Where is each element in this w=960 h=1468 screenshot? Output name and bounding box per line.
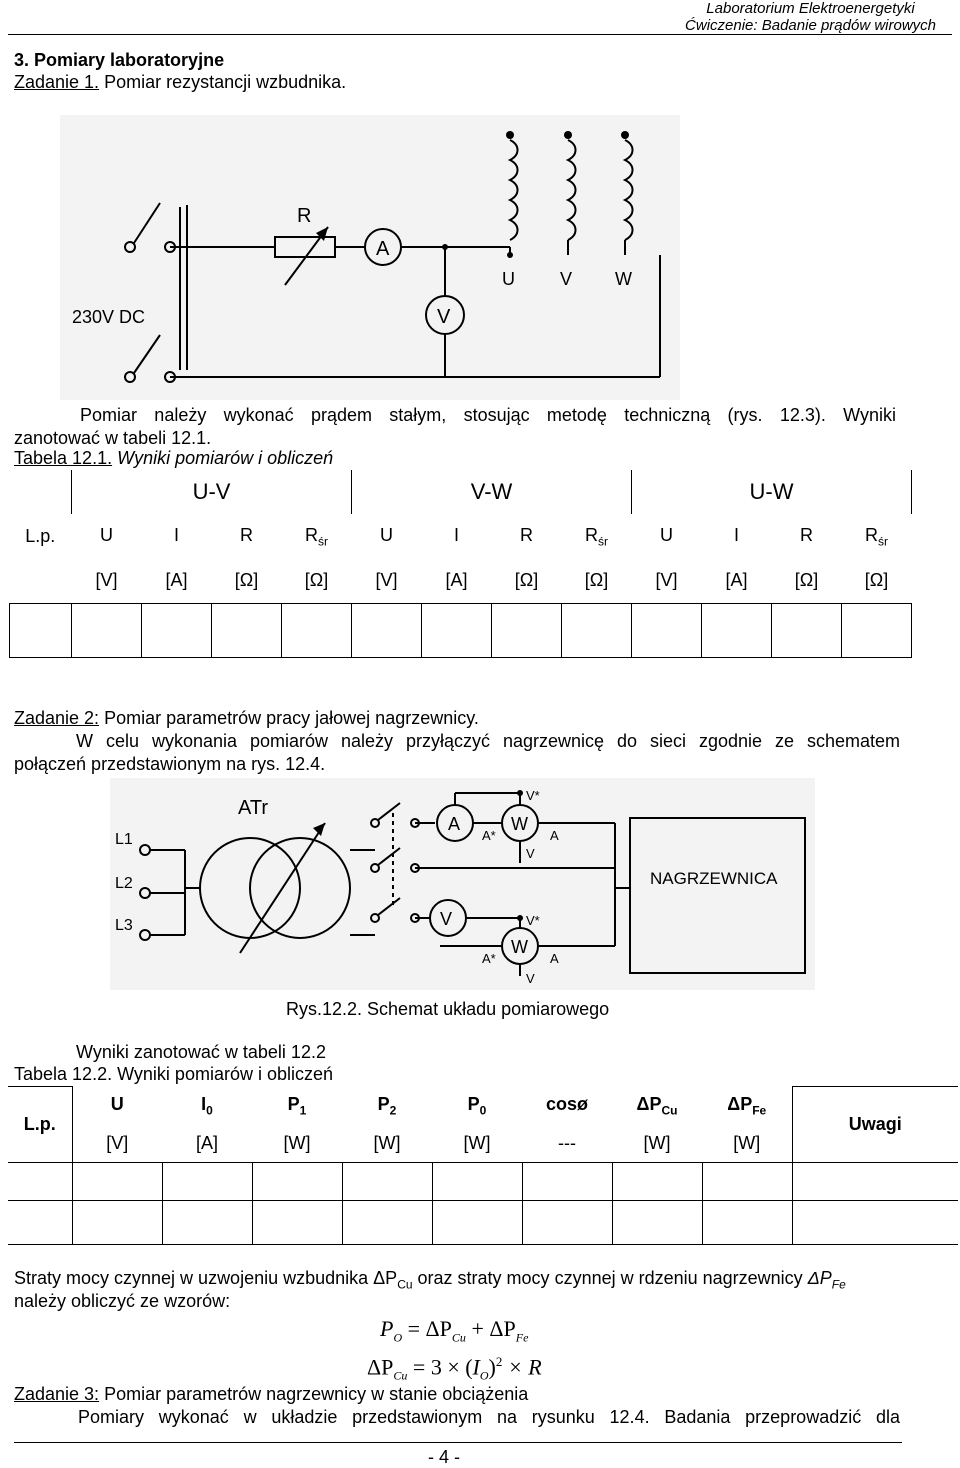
task3-line1: Pomiary wykonać w układzie przedstawionym na rysunku 12.4. Badania przeprowadzić dla [78, 1407, 900, 1427]
table1-col-u1: U [100, 524, 113, 545]
table2-unit: --- [558, 1132, 576, 1153]
table1-caption-prefix: Tabela 12.1. [14, 448, 113, 468]
table2-caption-prefix: Tabela 12.2. [14, 1064, 113, 1084]
table1-col-r3: R [800, 524, 814, 545]
fig2-v-top: V [526, 846, 535, 861]
table1-caption-text: Wyniki pomiarów i obliczeń [117, 448, 334, 468]
task2-title: Pomiar parametrów pracy jałowej nagrzewnicy. [104, 708, 479, 728]
fig2-v-bottom: V [526, 971, 535, 986]
table2-col-p2: $P_2$ [377, 1093, 397, 1118]
table2-col-cos: cosø [545, 1093, 588, 1114]
task2-line1: W celu wykonania pomiarów należy przyłączyć nagrzewnicę do sieci zgodnie ze schematem [76, 731, 900, 751]
table1-unit: [V] [95, 570, 118, 591]
fig2-astar-top: A* [482, 828, 496, 843]
table2-unit: [W] [373, 1132, 401, 1153]
formula-po: $P_O = \Delta P_{Cu} + \Delta P_{Fe}$ [380, 1316, 529, 1345]
fig1-terminal-w: W [615, 269, 632, 289]
header-line-1: Laboratorium Elektroenergetyki [706, 0, 915, 17]
table1-group-uv: U-V [72, 470, 352, 514]
losses-text-b: oraz straty mocy czynnej w rdzeniu nagrzewnicy [412, 1268, 808, 1288]
task3-label: Zadanie 3: [14, 1384, 100, 1404]
fig2-wattmeter-bottom: W [511, 937, 528, 957]
fig1-source-label: 230V DC [72, 307, 146, 327]
table1-col-u2: U [380, 524, 394, 545]
table1-col-rsr3: $R_{śr}$ [865, 524, 889, 549]
page-header [685, 0, 936, 34]
losses-text-a: Straty mocy czynnej w uzwojeniu wzbudnika [14, 1268, 374, 1288]
table1-caption [14, 447, 333, 469]
table1-group-uw: U-W [632, 470, 912, 514]
table1-unit: [V] [375, 570, 398, 591]
para1-line2: zanotować w tabeli 12.1. [14, 428, 212, 448]
fig2-a-bottom: A [550, 951, 559, 966]
fig2-l1: L1 [115, 831, 133, 848]
figure-2-caption: Rys.12.2. Schemat układu pomiarowego [286, 999, 610, 1019]
table1-unit: [V] [655, 570, 678, 591]
fig1-label-r: R [297, 205, 312, 227]
fig2-atr: ATr [238, 797, 268, 819]
losses-line2: należy obliczyć ze wzorów: [14, 1291, 231, 1311]
table1-unit: [A] [165, 570, 188, 591]
para1-line1: Pomiar należy wykonać prądem stałym, stosując metodę techniczną (rys. 12.3). Wyniki [80, 405, 896, 425]
fig2-heater-label: NAGRZEWNICA [650, 869, 778, 888]
table2-col-i0: $I_0$ [201, 1093, 213, 1118]
fig2-wattmeter-top: W [511, 814, 528, 834]
task2-line2: połączeń przedstawionym na rys. 12.4. [14, 754, 326, 774]
dpcu-symbol: ΔP [373, 1268, 398, 1288]
table1-col-i1: I [173, 524, 179, 545]
dpfe-sub: Fe [831, 1277, 846, 1292]
table1-col-i3: I [734, 524, 740, 545]
table1-unit: [Ω] [514, 570, 539, 591]
fig1-label-a: A [376, 238, 390, 260]
table1-col-rsr1: $R_{śr}$ [305, 524, 328, 549]
footer-rule [14, 1442, 902, 1443]
table1-unit: [A] [445, 570, 468, 591]
table1-unit: [A] [725, 570, 748, 591]
table1-unit: [Ω] [304, 570, 329, 591]
table1-col-i2: I [454, 524, 460, 545]
task1-text: Pomiar rezystancji wzbudnika. [104, 72, 347, 92]
table-12-2 [8, 1086, 958, 1245]
fig1-terminal-v: V [560, 269, 573, 289]
fig2-l2: L2 [115, 875, 133, 892]
table1-col-r2: R [520, 524, 534, 545]
table2-unit: [W] [733, 1132, 761, 1153]
task2-heading [14, 707, 479, 729]
section-title: 3. Pomiary laboratoryjne [14, 50, 225, 70]
fig2-l3: L3 [115, 917, 133, 934]
task1-label: Zadanie 1. [14, 72, 100, 92]
table1-unit: [Ω] [794, 570, 819, 591]
figure-1-circuit [60, 115, 680, 400]
table2-lp: L.p. [8, 1087, 72, 1163]
table1-group-vw: V-W [352, 470, 632, 514]
table2-caption-text: Wyniki pomiarów i obliczeń [117, 1064, 334, 1084]
page-number: - 4 - [428, 1447, 461, 1467]
header-line-2: Ćwiczenie: Badanie prądów wirowych [685, 17, 936, 34]
fig2-a-top: A [550, 828, 559, 843]
table1-col-r1: R [240, 524, 253, 545]
table2-data-row [8, 1201, 958, 1245]
fig2-astar-bottom: A* [482, 951, 496, 966]
table2-note: Wyniki zanotować w tabeli 12.2 [76, 1042, 326, 1062]
table1-data-row [10, 603, 912, 657]
fig1-label-v: V [437, 306, 451, 328]
table1-unit: [Ω] [234, 570, 259, 591]
fig2-voltmeter: V [440, 909, 453, 929]
table2-unit: [A] [195, 1132, 218, 1153]
table2-col-u: U [110, 1093, 124, 1114]
task2-label: Zadanie 2: [14, 708, 100, 728]
task3-title: Pomiar parametrów nagrzewnicy w stanie obciążenia [104, 1384, 529, 1404]
dpfe-symbol: ΔP [807, 1268, 832, 1288]
fig2-vstar-bottom: V* [526, 913, 540, 928]
figure-2-circuit [110, 778, 815, 990]
table2-unit: [W] [283, 1132, 311, 1153]
table2-unit: [V] [106, 1132, 129, 1153]
task3-heading [14, 1383, 528, 1405]
table2-remarks: Uwagi [792, 1087, 958, 1163]
table1-col-rsr2: $R_{śr}$ [585, 524, 609, 549]
table2-col-dpfe: $\Delta P_{Fe}$ [727, 1093, 767, 1118]
table2-data-row [8, 1163, 958, 1201]
header-rule [8, 34, 952, 35]
table1-unit: [Ω] [584, 570, 609, 591]
task1-heading [14, 71, 346, 93]
fig2-ammeter-top: A [448, 814, 461, 834]
table-12-1 [9, 470, 912, 658]
table2-col-dpcu: $\Delta P_{Cu}$ [636, 1093, 678, 1118]
formula-dpcu: $\Delta P_{Cu} = 3 \times (I_O)^2 \times R$ [367, 1354, 542, 1383]
table2-unit: [W] [463, 1132, 491, 1153]
dpcu-sub: Cu [397, 1277, 413, 1292]
table2-caption [14, 1063, 333, 1085]
table2-col-p0: $P_0$ [467, 1093, 487, 1118]
table2-unit: [W] [643, 1132, 671, 1153]
table1-unit: [Ω] [864, 570, 889, 591]
table1-col-u3: U [660, 524, 674, 545]
fig1-terminal-u: U [502, 269, 515, 289]
fig2-vstar-top: V* [526, 788, 540, 803]
table2-col-p1: $P_1$ [287, 1093, 307, 1118]
table1-lp: L.p. [25, 525, 56, 546]
